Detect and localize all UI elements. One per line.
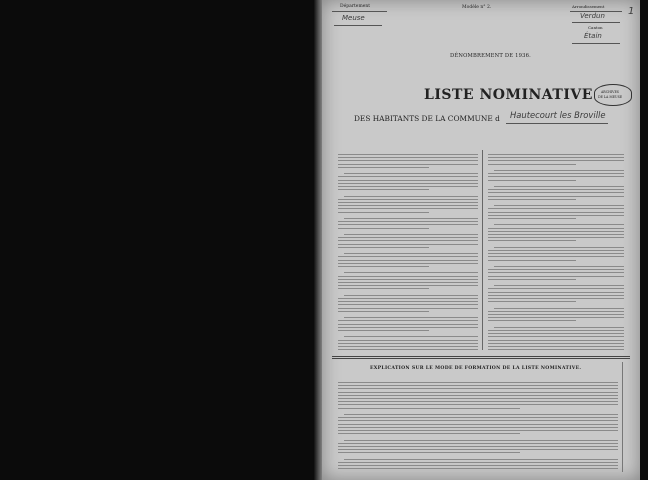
fine-print-line	[488, 176, 624, 177]
fine-print-line	[488, 340, 624, 341]
fine-print-line	[338, 392, 618, 393]
fine-print-line	[488, 349, 624, 350]
arrondissement-value: Verdun	[580, 12, 605, 20]
fine-print-line	[488, 253, 624, 254]
fine-print-line	[488, 199, 576, 200]
fine-print-line	[488, 228, 624, 229]
fine-print-line	[488, 260, 576, 261]
fine-print-line	[338, 408, 520, 409]
fine-print-line	[338, 244, 478, 245]
fine-print-line	[494, 170, 624, 171]
fine-print-line	[488, 292, 624, 293]
fine-print-line	[344, 414, 618, 415]
fine-print-line	[338, 430, 618, 431]
fine-print-line	[488, 295, 624, 296]
modele-label: Modèle n° 2.	[462, 5, 492, 10]
fine-print-line	[338, 176, 478, 177]
fine-print-line	[488, 288, 624, 289]
canton-value: Étain	[584, 32, 602, 40]
fine-print-line	[338, 395, 618, 396]
fine-print-line	[494, 186, 624, 187]
fine-print-line	[488, 173, 624, 174]
fine-print-line	[338, 208, 478, 209]
fine-print-line	[338, 199, 478, 200]
fine-print-line	[338, 324, 478, 325]
fine-print-line	[338, 263, 478, 264]
page-number: 1	[628, 6, 635, 17]
departement-value: Meuse	[342, 14, 365, 22]
fine-print-line	[338, 401, 618, 402]
fine-print-line	[344, 336, 478, 337]
denombrement-title: DÉNOMBREMENT DE 1936.	[450, 53, 531, 59]
explication-title: EXPLICATION SUR LE MODE DE FORMATION DE LA LISTE NOMINATIVE.	[370, 366, 582, 371]
fine-print-line	[488, 343, 624, 344]
fine-print-line	[338, 424, 618, 425]
stamp-line-1: ARCHIVES	[601, 90, 619, 94]
fine-print-line	[338, 240, 478, 241]
fine-print-line	[344, 196, 478, 197]
fine-print-line	[488, 192, 624, 193]
fine-print-line	[488, 336, 624, 337]
fine-print-line	[338, 468, 618, 469]
canton-label: Canton	[588, 25, 603, 30]
fine-print-line	[338, 183, 478, 184]
fine-print-line	[344, 272, 478, 273]
archive-stamp	[594, 84, 632, 106]
fine-print-line	[338, 221, 478, 222]
fine-print-line	[488, 320, 576, 321]
fine-print-line	[338, 237, 478, 238]
fine-print-line	[494, 266, 624, 267]
fine-print-line	[338, 288, 429, 289]
fine-print-line	[488, 212, 624, 213]
fine-print-line	[488, 154, 624, 155]
fine-print-line	[488, 164, 576, 165]
fine-print-line	[344, 173, 478, 174]
fine-print-line	[338, 276, 478, 277]
fine-print-line	[338, 388, 618, 389]
census-page	[322, 0, 640, 480]
fine-print-line	[338, 301, 478, 302]
fine-print-line	[494, 285, 624, 286]
fine-print-line	[488, 189, 624, 190]
fine-print-line	[338, 164, 478, 165]
fine-print-line	[338, 228, 429, 229]
fine-print-line	[338, 189, 429, 190]
fine-print-line	[488, 218, 576, 219]
fine-print-line	[488, 231, 624, 232]
fine-print-line	[338, 180, 478, 181]
fine-print-line	[488, 208, 624, 209]
fine-print-line	[488, 311, 624, 312]
fine-print-line	[488, 215, 624, 216]
fine-print-line	[338, 446, 618, 447]
fine-print-line	[338, 285, 478, 286]
fine-print-line	[338, 167, 429, 168]
fine-print-line	[338, 311, 429, 312]
fine-print-line	[344, 440, 618, 441]
fine-print-line	[338, 205, 478, 206]
fine-print-line	[344, 459, 618, 460]
fine-print-line	[488, 272, 624, 273]
fine-print-line	[338, 212, 429, 213]
fine-print-line	[338, 382, 618, 383]
fine-print-line	[488, 157, 624, 158]
fine-print-line	[494, 247, 624, 248]
fine-print-line	[338, 279, 478, 280]
fine-print-line	[338, 452, 520, 453]
commune-value: Hautecourt les Broville	[510, 110, 606, 120]
liste-nominative-title: LISTE NOMINATIVE	[424, 87, 593, 103]
fine-print-line	[338, 186, 478, 187]
fine-print-line	[338, 260, 478, 261]
fine-print-line	[338, 202, 478, 203]
fine-print-line	[338, 247, 429, 248]
fine-print-line	[338, 256, 478, 257]
fine-print-line	[488, 234, 624, 235]
fine-print-line	[494, 327, 624, 328]
fine-print-line	[338, 398, 618, 399]
fine-print-line	[338, 160, 478, 161]
fine-print-line	[338, 433, 520, 434]
fine-print-line	[488, 237, 624, 238]
fine-print-line	[338, 282, 478, 283]
fine-print-line	[488, 346, 624, 347]
fine-print-line	[488, 276, 624, 277]
fine-print-line	[338, 462, 618, 463]
fine-print-line	[338, 346, 478, 347]
arrondissement-label: Arrondissement	[572, 4, 605, 9]
fine-print-line	[488, 301, 576, 302]
fine-print-line	[338, 327, 478, 328]
fine-print-line	[488, 298, 624, 299]
fine-print-line	[488, 256, 624, 257]
fine-print-line	[338, 340, 478, 341]
fine-print-line	[494, 224, 624, 225]
fine-print-line	[488, 180, 576, 181]
fine-print-line	[344, 234, 478, 235]
fine-print-line	[338, 427, 618, 428]
fine-print-line	[338, 224, 478, 225]
fine-print-line	[338, 417, 618, 418]
fine-print-line	[338, 465, 618, 466]
fine-print-line	[488, 279, 576, 280]
fine-print-line	[494, 308, 624, 309]
fine-print-line	[338, 266, 429, 267]
departement-label: Département	[340, 4, 371, 9]
fine-print-line	[338, 449, 618, 450]
fine-print-line	[488, 250, 624, 251]
fine-print-line	[338, 298, 478, 299]
fine-print-line	[338, 320, 478, 321]
stamp-line-2: DE LA MEUSE	[598, 95, 623, 99]
fine-print-line	[338, 154, 478, 155]
fine-print-line	[338, 349, 478, 350]
fine-print-line	[338, 443, 618, 444]
fine-print-line	[488, 317, 624, 318]
fine-print-line	[344, 317, 478, 318]
fine-print-line	[338, 404, 618, 405]
fine-print-line	[344, 295, 478, 296]
fine-print-line	[488, 314, 624, 315]
fine-print-line	[488, 196, 624, 197]
fine-print-line	[338, 343, 478, 344]
fine-print-line	[344, 218, 478, 219]
fine-print-line	[494, 205, 624, 206]
fine-print-line	[488, 330, 624, 331]
fine-print-line	[488, 333, 624, 334]
fine-print-line	[344, 253, 478, 254]
habitants-line: DES HABITANTS DE LA COMMUNE d	[354, 114, 500, 123]
fine-print-line	[338, 385, 618, 386]
fine-print-line	[488, 240, 576, 241]
fine-print-line	[338, 420, 618, 421]
fine-print-line	[338, 308, 478, 309]
fine-print-line	[488, 269, 624, 270]
fine-print-line	[338, 304, 478, 305]
fine-print-line	[338, 157, 478, 158]
fine-print-line	[488, 160, 624, 161]
fine-print-line	[338, 330, 429, 331]
